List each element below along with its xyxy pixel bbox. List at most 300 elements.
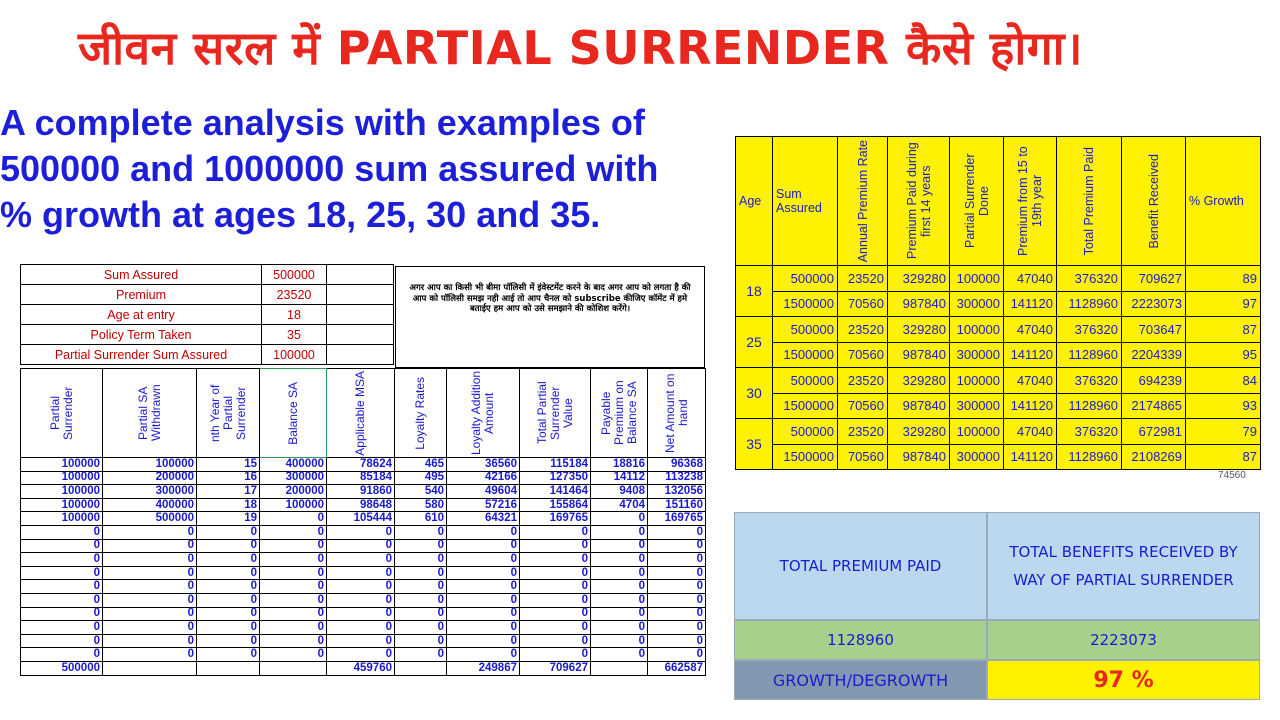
growth-cell: 70560	[838, 342, 888, 368]
table-cell: 151160	[648, 498, 706, 512]
growth-column-header	[1122, 137, 1186, 266]
growth-column-header	[773, 137, 838, 266]
table-cell: 0	[103, 539, 197, 553]
table-cell: 115184	[520, 458, 591, 472]
column-header	[21, 369, 103, 458]
table-cell: 100000	[21, 485, 103, 499]
table-cell: 0	[260, 553, 327, 567]
table-cell: 0	[197, 593, 260, 607]
column-header-text: Partial Surrender	[47, 386, 75, 440]
table-cell: 0	[327, 580, 395, 594]
table-row	[21, 525, 706, 539]
summary-label: Premium	[21, 285, 262, 305]
table-cell: 0	[648, 580, 706, 594]
growth-cell: 23520	[838, 368, 888, 394]
summary-value: 35	[262, 325, 327, 345]
summary-empty-cell	[327, 265, 394, 285]
table-cell: 0	[21, 525, 103, 539]
table-cell: 96368	[648, 458, 706, 472]
table-cell: 0	[197, 580, 260, 594]
table-cell: 49604	[447, 485, 520, 499]
column-header	[447, 369, 520, 458]
growth-cell: 100000	[950, 266, 1004, 292]
growth-column-header-text: Premium Paid during first 14 years	[904, 142, 933, 260]
growth-cell: 376320	[1057, 368, 1122, 394]
table-cell: 0	[260, 634, 327, 648]
summary-label: Age at entry	[21, 305, 262, 325]
table-cell: 0	[447, 539, 520, 553]
table-cell: 0	[648, 593, 706, 607]
growth-column-header-text: Total Premium Paid	[1082, 146, 1096, 256]
table-cell: 0	[103, 634, 197, 648]
table-cell: 100000	[21, 498, 103, 512]
table-cell: 0	[520, 648, 591, 662]
growth-cell: 95	[1186, 342, 1261, 368]
total-cell	[591, 661, 648, 675]
table-row	[21, 593, 706, 607]
age-cell: 35	[736, 419, 773, 470]
column-header	[395, 369, 447, 458]
growth-cell: 500000	[773, 266, 838, 292]
table-cell: 0	[395, 634, 447, 648]
table-cell: 495	[395, 471, 447, 485]
growth-cell: 300000	[950, 291, 1004, 317]
table-cell: 0	[520, 634, 591, 648]
growth-cell: 694239	[1122, 368, 1186, 394]
table-cell: 300000	[260, 471, 327, 485]
column-header-text: Applicable MSA	[353, 370, 367, 456]
table-row	[21, 634, 706, 648]
table-cell: 0	[648, 525, 706, 539]
subscribe-note: अगर आप का किसी भी बीमा पॉलिसी में इंवेस्टमेंट करने के बाद अगर आप को लगता है की आप को पॉलिसी समझ नही आई तो आप चैनल को subscribe कीजिए कॉमेंट में हमे बताईए हम आप को उसे समझाने की कोशिश करेंगे।	[395, 266, 705, 368]
table-cell: 100000	[260, 498, 327, 512]
table-cell: 0	[591, 580, 648, 594]
table-cell: 0	[21, 566, 103, 580]
table-cell: 0	[591, 621, 648, 635]
growth-column-header-text: Benefit Received	[1146, 153, 1161, 249]
table-cell: 0	[260, 621, 327, 635]
table-cell: 0	[260, 607, 327, 621]
table-cell: 0	[327, 525, 395, 539]
growth-cell: 100000	[950, 419, 1004, 445]
column-header-text: Total Partial Surrender Value	[534, 381, 575, 445]
table-cell: 169765	[648, 512, 706, 526]
table-cell: 0	[520, 553, 591, 567]
total-cell: 709627	[520, 661, 591, 675]
table-cell: 300000	[103, 485, 197, 499]
growth-cell: 987840	[888, 291, 950, 317]
summary-value: 18	[262, 305, 327, 325]
subtitle-line: A complete analysis with examples of	[0, 102, 645, 143]
table-row	[21, 621, 706, 635]
table-cell: 0	[395, 525, 447, 539]
growth-column-header-text: Age	[739, 194, 762, 208]
table-cell: 0	[327, 566, 395, 580]
growth-cell: 2174865	[1122, 393, 1186, 419]
total-cell	[103, 661, 197, 675]
summary-row	[21, 265, 394, 285]
table-cell: 0	[447, 607, 520, 621]
column-header	[103, 369, 197, 458]
table-cell: 0	[648, 566, 706, 580]
table-cell: 0	[447, 553, 520, 567]
table-cell: 0	[103, 607, 197, 621]
growth-cell: 500000	[773, 419, 838, 445]
growth-cell: 987840	[888, 393, 950, 419]
column-header	[327, 369, 395, 458]
table-cell: 0	[260, 512, 327, 526]
growth-cell: 300000	[950, 393, 1004, 419]
table-cell: 0	[103, 580, 197, 594]
stray-text: 74560	[1218, 470, 1246, 481]
table-cell: 0	[103, 621, 197, 635]
table-cell: 0	[21, 621, 103, 635]
table-cell: 0	[395, 553, 447, 567]
growth-cell: 376320	[1057, 317, 1122, 343]
table-row	[21, 580, 706, 594]
table-cell: 400000	[103, 498, 197, 512]
growth-label: GROWTH/DEGROWTH	[734, 660, 987, 700]
table-cell: 0	[260, 525, 327, 539]
page-title: जीवन सरल में PARTIAL SURRENDER कैसे होगा।	[78, 21, 1083, 75]
growth-cell: 2204339	[1122, 342, 1186, 368]
summary-value: 500000	[262, 265, 327, 285]
table-cell: 132056	[648, 485, 706, 499]
growth-row	[736, 266, 1261, 292]
growth-row	[736, 444, 1261, 470]
growth-cell: 47040	[1004, 419, 1057, 445]
table-cell: 0	[197, 566, 260, 580]
table-row	[21, 458, 706, 472]
table-cell: 0	[395, 566, 447, 580]
column-header-text: nth Year of Partial Surrender	[207, 384, 248, 442]
table-cell: 400000	[260, 458, 327, 472]
table-cell: 100000	[21, 458, 103, 472]
growth-cell: 97	[1186, 291, 1261, 317]
growth-column-header	[838, 137, 888, 266]
table-cell: 0	[648, 634, 706, 648]
table-row	[21, 498, 706, 512]
table-cell: 0	[591, 607, 648, 621]
growth-column-header	[736, 137, 773, 266]
growth-row	[736, 393, 1261, 419]
growth-cell: 500000	[773, 368, 838, 394]
growth-column-header	[950, 137, 1004, 266]
table-cell: 9408	[591, 485, 648, 499]
table-cell: 0	[447, 648, 520, 662]
table-cell: 200000	[260, 485, 327, 499]
summary-label: Policy Term Taken	[21, 325, 262, 345]
growth-by-age-table	[735, 136, 1261, 470]
table-cell: 105444	[327, 512, 395, 526]
table-cell: 19	[197, 512, 260, 526]
summary-label: Sum Assured	[21, 265, 262, 285]
summary-row	[21, 305, 394, 325]
table-cell: 0	[591, 566, 648, 580]
table-cell: 0	[197, 553, 260, 567]
benefit-summary	[734, 512, 1260, 700]
column-header	[197, 369, 260, 458]
growth-cell: 100000	[950, 317, 1004, 343]
total-premium-value: 1128960	[734, 620, 987, 660]
table-row	[21, 607, 706, 621]
table-cell: 0	[648, 553, 706, 567]
table-cell: 0	[520, 607, 591, 621]
table-cell: 610	[395, 512, 447, 526]
table-cell: 0	[103, 566, 197, 580]
table-cell: 0	[21, 593, 103, 607]
growth-cell: 89	[1186, 266, 1261, 292]
total-benefit-label-text: TOTAL BENEFITS RECEIVED BY WAY OF PARTIAL SURRENDER	[1009, 543, 1238, 589]
table-cell: 0	[197, 607, 260, 621]
table-cell: 0	[197, 648, 260, 662]
table-cell: 36560	[447, 458, 520, 472]
table-cell: 0	[395, 580, 447, 594]
growth-cell: 141120	[1004, 291, 1057, 317]
summary-label: Partial Surrender Sum Assured	[21, 345, 262, 365]
table-cell: 78624	[327, 458, 395, 472]
table-cell: 0	[21, 648, 103, 662]
growth-column-header	[1004, 137, 1057, 266]
age-cell: 25	[736, 317, 773, 368]
table-cell: 0	[591, 634, 648, 648]
table-row	[21, 485, 706, 499]
growth-cell: 141120	[1004, 444, 1057, 470]
growth-cell: 329280	[888, 317, 950, 343]
growth-cell: 672981	[1122, 419, 1186, 445]
table-cell: 18	[197, 498, 260, 512]
column-header-text: Net Amount on hand	[662, 373, 690, 453]
growth-cell: 84	[1186, 368, 1261, 394]
growth-cell: 47040	[1004, 368, 1057, 394]
growth-cell: 709627	[1122, 266, 1186, 292]
table-cell: 18816	[591, 458, 648, 472]
summary-empty-cell	[327, 345, 394, 365]
growth-cell: 1500000	[773, 291, 838, 317]
growth-column-header-text: Partial Surrender Done	[962, 153, 991, 249]
growth-cell: 2108269	[1122, 444, 1186, 470]
growth-cell: 1128960	[1057, 393, 1122, 419]
table-cell: 0	[648, 607, 706, 621]
summary-row	[21, 285, 394, 305]
table-cell: 0	[591, 525, 648, 539]
table-cell: 580	[395, 498, 447, 512]
column-header-text: Balance SA	[285, 381, 300, 445]
table-cell: 155864	[520, 498, 591, 512]
summary-value: 23520	[262, 285, 327, 305]
growth-cell: 23520	[838, 419, 888, 445]
growth-column-header	[888, 137, 950, 266]
total-cell: 500000	[21, 661, 103, 675]
growth-cell: 70560	[838, 444, 888, 470]
table-cell: 0	[447, 580, 520, 594]
table-cell: 98648	[327, 498, 395, 512]
growth-cell: 376320	[1057, 419, 1122, 445]
table-cell: 0	[395, 607, 447, 621]
total-benefit-value: 2223073	[987, 620, 1260, 660]
growth-cell: 376320	[1057, 266, 1122, 292]
table-cell: 0	[648, 539, 706, 553]
growth-cell: 1500000	[773, 444, 838, 470]
table-row	[21, 566, 706, 580]
growth-cell: 2223073	[1122, 291, 1186, 317]
summary-row	[21, 325, 394, 345]
subtitle-line: % growth at ages 18, 25, 30 and 35.	[0, 194, 601, 235]
growth-cell: 70560	[838, 393, 888, 419]
table-cell: 0	[591, 553, 648, 567]
table-cell: 0	[197, 634, 260, 648]
growth-cell: 1500000	[773, 342, 838, 368]
totals-row	[21, 661, 706, 675]
table-cell: 0	[395, 539, 447, 553]
subtitle	[0, 100, 730, 238]
growth-cell: 987840	[888, 342, 950, 368]
table-cell: 0	[447, 566, 520, 580]
table-cell: 16	[197, 471, 260, 485]
growth-cell: 87	[1186, 317, 1261, 343]
subtitle-line: 500000 and 1000000 sum assured with	[0, 148, 659, 189]
column-header-text: Loyalty Rates	[413, 376, 427, 450]
total-cell	[197, 661, 260, 675]
growth-cell: 1128960	[1057, 342, 1122, 368]
growth-column-header	[1186, 137, 1261, 266]
table-cell: 0	[520, 621, 591, 635]
growth-column-header-text: Annual Premium Rate	[855, 139, 870, 263]
total-cell: 662587	[648, 661, 706, 675]
growth-cell: 141120	[1004, 342, 1057, 368]
growth-column-header-text: % Growth	[1189, 194, 1244, 208]
table-cell: 0	[447, 525, 520, 539]
growth-cell: 300000	[950, 342, 1004, 368]
total-benefit-label	[987, 512, 1260, 620]
table-cell: 0	[447, 593, 520, 607]
table-cell: 0	[648, 621, 706, 635]
total-cell: 249867	[447, 661, 520, 675]
table-cell: 42166	[447, 471, 520, 485]
table-cell: 0	[260, 539, 327, 553]
table-cell: 0	[520, 580, 591, 594]
column-header	[520, 369, 591, 458]
growth-cell: 1128960	[1057, 291, 1122, 317]
table-cell: 0	[327, 553, 395, 567]
table-cell: 0	[21, 539, 103, 553]
table-cell: 0	[103, 648, 197, 662]
table-cell: 15	[197, 458, 260, 472]
column-header-text: Payable Premium on Balance SA	[598, 380, 639, 446]
table-cell: 0	[260, 593, 327, 607]
growth-cell: 47040	[1004, 317, 1057, 343]
growth-cell: 300000	[950, 444, 1004, 470]
growth-cell: 87	[1186, 444, 1261, 470]
growth-cell: 1500000	[773, 393, 838, 419]
table-cell: 0	[21, 607, 103, 621]
growth-row	[736, 368, 1261, 394]
growth-column-header-text: Sum Assured	[776, 187, 822, 215]
table-cell: 0	[520, 525, 591, 539]
table-cell: 0	[327, 607, 395, 621]
table-cell: 0	[447, 621, 520, 635]
table-cell: 0	[197, 621, 260, 635]
growth-cell: 93	[1186, 393, 1261, 419]
table-cell: 0	[591, 512, 648, 526]
total-cell: 459760	[327, 661, 395, 675]
growth-row	[736, 419, 1261, 445]
table-cell: 0	[260, 580, 327, 594]
growth-cell: 987840	[888, 444, 950, 470]
growth-cell: 47040	[1004, 266, 1057, 292]
growth-cell: 703647	[1122, 317, 1186, 343]
table-cell: 0	[327, 593, 395, 607]
table-cell: 0	[103, 593, 197, 607]
column-header-text: Loyalty Addition Amount	[469, 370, 496, 456]
growth-cell: 329280	[888, 419, 950, 445]
partial-surrender-table	[20, 368, 706, 676]
table-row	[21, 553, 706, 567]
growth-row	[736, 291, 1261, 317]
summary-empty-cell	[327, 305, 394, 325]
table-cell: 0	[591, 648, 648, 662]
table-cell: 465	[395, 458, 447, 472]
growth-row	[736, 342, 1261, 368]
column-header	[260, 369, 327, 458]
table-cell: 17	[197, 485, 260, 499]
table-cell: 0	[520, 593, 591, 607]
growth-column-header	[1057, 137, 1122, 266]
table-cell: 540	[395, 485, 447, 499]
table-cell: 0	[197, 539, 260, 553]
table-cell: 0	[21, 634, 103, 648]
growth-cell: 500000	[773, 317, 838, 343]
table-cell: 0	[520, 539, 591, 553]
table-cell: 14112	[591, 471, 648, 485]
column-header	[591, 369, 648, 458]
table-row	[21, 539, 706, 553]
summary-row	[21, 345, 394, 365]
table-row	[21, 471, 706, 485]
table-cell: 100000	[21, 512, 103, 526]
table-row	[21, 648, 706, 662]
table-cell: 141464	[520, 485, 591, 499]
table-cell: 85184	[327, 471, 395, 485]
table-cell: 0	[395, 648, 447, 662]
table-cell: 0	[591, 593, 648, 607]
table-cell: 0	[395, 621, 447, 635]
growth-cell: 329280	[888, 266, 950, 292]
column-header	[648, 369, 706, 458]
table-cell: 0	[260, 648, 327, 662]
table-cell: 0	[327, 621, 395, 635]
table-cell: 200000	[103, 471, 197, 485]
table-cell: 0	[648, 648, 706, 662]
age-cell: 30	[736, 368, 773, 419]
table-cell: 91860	[327, 485, 395, 499]
table-cell: 0	[103, 525, 197, 539]
table-cell: 113238	[648, 471, 706, 485]
table-cell: 0	[591, 539, 648, 553]
growth-row	[736, 317, 1261, 343]
total-cell	[395, 661, 447, 675]
growth-column-header-text: Premium from 15 to 19th year	[1016, 146, 1044, 256]
table-cell: 100000	[21, 471, 103, 485]
growth-cell: 100000	[950, 368, 1004, 394]
table-cell: 500000	[103, 512, 197, 526]
table-row	[21, 512, 706, 526]
table-cell: 0	[21, 580, 103, 594]
age-cell: 18	[736, 266, 773, 317]
table-cell: 0	[447, 634, 520, 648]
total-premium-label: TOTAL PREMIUM PAID	[734, 512, 987, 620]
table-cell: 100000	[103, 458, 197, 472]
